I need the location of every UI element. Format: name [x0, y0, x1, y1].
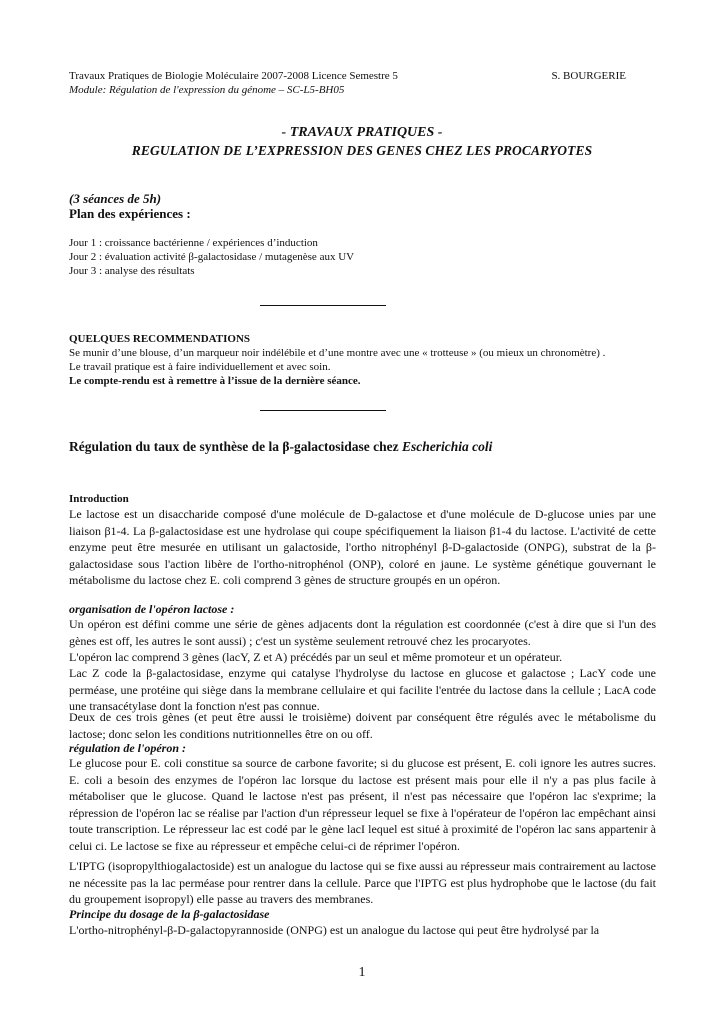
- section-title-species: Escherichia coli: [402, 439, 493, 454]
- introduction-paragraph: Le lactose est un disaccharide composé d'une molécule de D-galactose et d'une molécule de D-glucose unies par une liaison β1-4. La β-galactosidase est une hydrolase qui coupe spécifiquement la liaison β1-4 du lactose. L'activité de cette enzyme peut être mesurée en utilisant un galactoside, l'ortho nitrophényl β-D-galactoside (ONPG), substrat de la β-galactosidase sous l'action libère de l'ortho-nitrophénol (ONP), coloré en jaune. Le système génétique gouvernant le métabolisme du lactose chez E. coli comprend 3 gènes de structure groupés en un opéron.: [69, 507, 656, 588]
- sessions-count: (3 séances de 5h): [69, 191, 162, 206]
- operon-organisation-paragraph-1: Un opéron est défini comme une série de gènes adjacents dont la régulation est coordonnée (c'est à dire que si l'un des gènes est off, les autres le sont aussi) ; c'est un système seulement retrouvé chez les procaryotes.: [69, 617, 656, 648]
- plan-day-3: Jour 3 : analyse des résultats: [69, 265, 195, 277]
- title-line-2: REGULATION DE L’EXPRESSION DES GENES CHEZ LES PROCARYOTES: [131, 143, 593, 158]
- divider: [260, 305, 386, 306]
- section-title-text: Régulation du taux de synthèse de la β-galactosidase chez: [69, 439, 402, 454]
- operon-regulation-paragraph-1: Le glucose pour E. coli constitue sa source de carbone favorite; si du glucose est présent, E. coli ignore les autres sucres. E. coli a besoin des enzymes de l'opéron lac lorsque du lactose est présent mais pour elle il n'y a pas plus facile à métaboliser que le glucose. Quand le lactose n'est pas présent, il n'est pas nécessaire que l'opéron lac s'exprime; la répression de l'opéron lac se réalise par l'action d'un répresseur lequel se fixe à l'opérateur de l'opéron lac empêchant ainsi toute transcription. Le répresseur lac est codé par le gène lacI lequel est situé à proximité de l'opéron lac sans appartenir à celui ci. Le lactose se fixe au répresseur et empêche celui-ci de réprimer l'opéron.: [69, 756, 656, 853]
- assay-principle-heading: Principe du dosage de la β-galactosidase: [69, 907, 270, 921]
- recommendation-deadline: Le compte-rendu est à remettre à l’issue de la dernière séance.: [69, 375, 361, 387]
- operon-organisation-paragraph-2: L'opéron lac comprend 3 gènes (lacY, Z et A) précédés par un seul et même promoteur et un opérateur.: [69, 650, 563, 664]
- recommendation-line-2: Le travail pratique est à faire individuellement et avec soin.: [69, 361, 331, 373]
- title-line-1: - TRAVAUX PRATIQUES -: [281, 125, 443, 140]
- header-author: S. BOURGERIE: [551, 70, 626, 82]
- recommendations-heading: QUELQUES RECOMMENDATIONS: [69, 333, 251, 345]
- divider: [260, 410, 386, 411]
- plan-day-1: Jour 1 : croissance bactérienne / expériences d’induction: [69, 237, 318, 249]
- operon-regulation-heading: régulation de l'opéron :: [69, 741, 187, 755]
- plan-day-2: Jour 2 : évaluation activité β-galactosidase / mutagenèse aux UV: [69, 251, 355, 263]
- header-course: Travaux Pratiques de Biologie Moléculaire 2007-2008 Licence Semestre 5: [69, 70, 398, 82]
- operon-organisation-paragraph-4: Deux de ces trois gènes (et peut être aussi le troisième) doivent par conséquent être régulés avec le métabolisme du lactose; donc selon les conditions nutritionnelles être on ou off.: [69, 710, 656, 741]
- recommendation-line-1: Se munir d’une blouse, d’un marqueur noir indélébile et d’une montre avec une « trotteuse » (ou mieux un chronomètre) .: [69, 347, 606, 359]
- operon-organisation-heading: organisation de l'opéron lactose :: [69, 602, 235, 616]
- page-number: 1: [358, 965, 366, 980]
- operon-organisation-paragraph-3: Lac Z code la β-galactosidase, enzyme qui catalyse l'hydrolyse du lactose en glucose et galactose ; LacY code une perméase, une protéine qui siège dans la membrane cellulaire et qui facilite l'entrée du lactose dans la cellule ; LacA code une transacétylase dont la fonction n'est pas connue.: [69, 666, 656, 714]
- operon-regulation-paragraph-2: L'IPTG (isopropylthiogalactoside) est un analogue du lactose qui se fixe aussi au répresseur mais contrairement au lactose ne nécessite pas la lac perméase pour rentrer dans la cellule. Parce que l'IPTG est plus hydrophobe que le lactose (du fait du groupement isopropyl) elle passe au travers des membranes.: [69, 859, 656, 907]
- introduction-heading: Introduction: [69, 493, 129, 505]
- plan-heading: Plan des expériences :: [69, 206, 191, 221]
- section-title: [69, 439, 492, 455]
- header-module: Module: Régulation de l'expression du génome – SC-L5-BH05: [69, 84, 345, 96]
- assay-principle-paragraph: L'ortho-nitrophényl-β-D-galactopyrannoside (ONPG) est un analogue du lactose qui peut être hydrolysé par la: [69, 923, 600, 937]
